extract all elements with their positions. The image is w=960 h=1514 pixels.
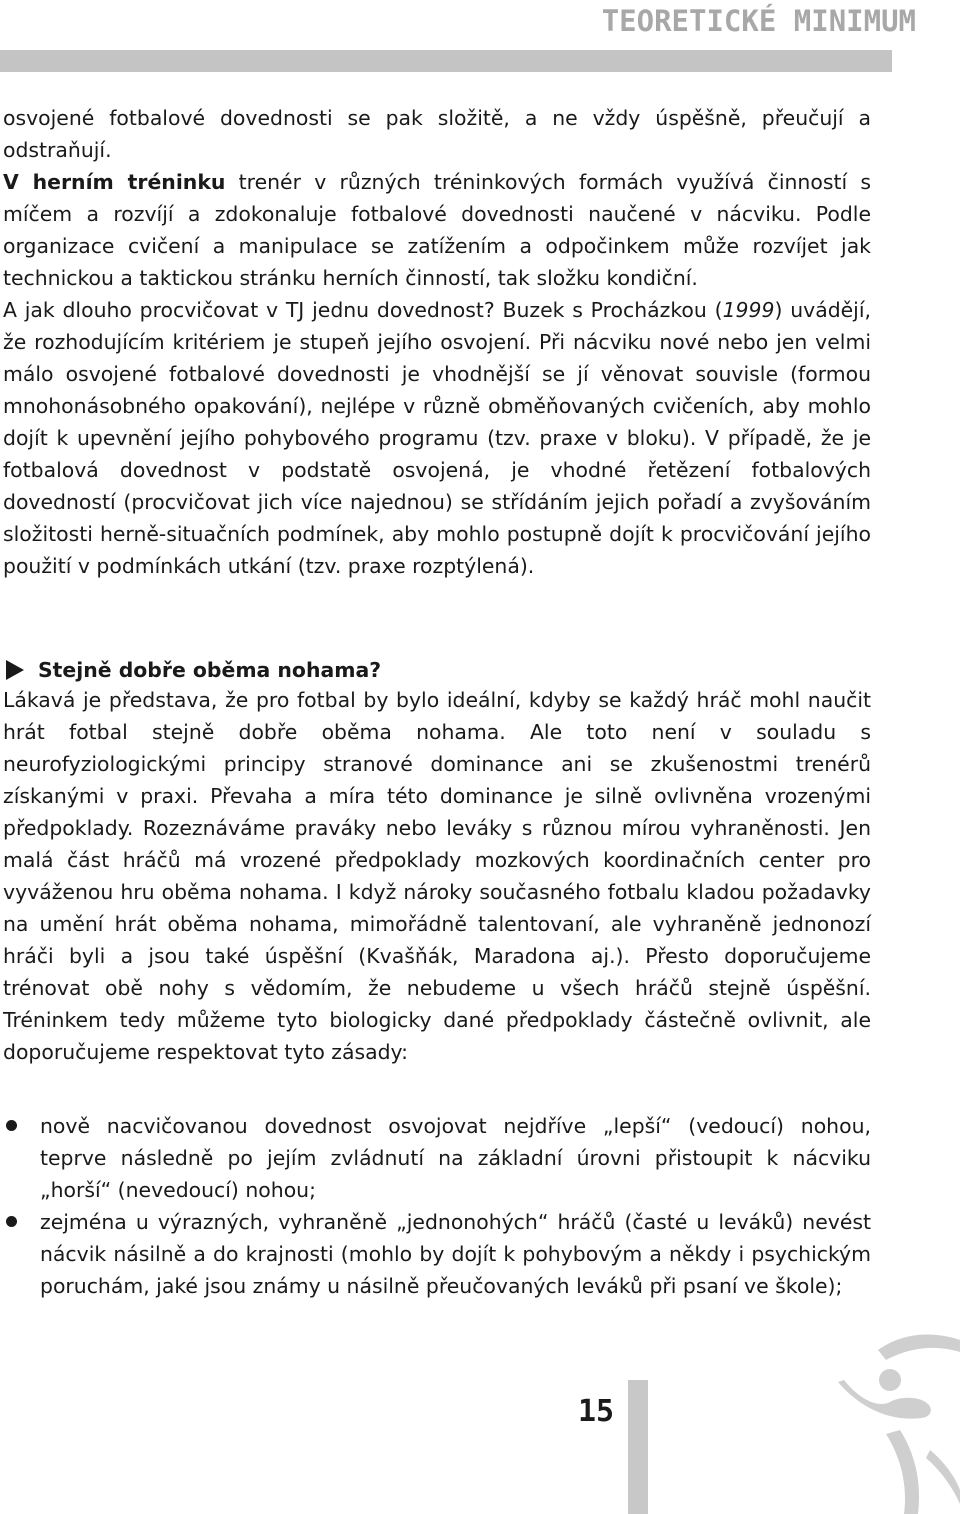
list-item-text: nově nacvičovanou dovednost osvojovat nejdříve „lepší“ (vedoucí) nohou, teprve následně po jejím zvládnutí na základní úrovni přistoupit k nácviku „horší“ (nevedoucí) nohou; bbox=[40, 1114, 871, 1202]
header-rule bbox=[0, 50, 892, 72]
list-item bbox=[3, 1110, 871, 1206]
paragraph-3-text-a: A jak dlouho procvičovat v TJ jednu dovednost? Buzek s Procházkou ( bbox=[3, 298, 723, 322]
section-heading bbox=[6, 654, 381, 686]
bullet-dot-icon bbox=[6, 1216, 17, 1227]
paragraph-2-lead: V herním tréninku bbox=[3, 170, 226, 194]
paragraph-3-text-b: ) uvádějí, že rozhodujícím kritériem je stupeň jejího osvojení. Při nácviku nové nebo jen velmi málo osvojené fotbalové dovednosti je vhodnější se jí věnovat souvisle (formou mnohonásobného opakování), nejlépe v různě obměňovaných cvičeních, aby mohlo dojít k upevnění jejího pohybového programu (tzv. praxe v bloku). V případě, že je fotbalová dovednost v podstatě osvojená, je vhodné řetězení fotbalových dovedností (procvičovat jich více najednou) se střídáním jejich pořadí a zvyšováním složitosti herně-situačních podmínek, aby mohlo postupně dojít k procvičování jejího použití v podmínkách utkání (tzv. praxe rozptýlená). bbox=[3, 298, 871, 578]
principles-list bbox=[3, 1110, 871, 1302]
running-header-title: TEORETICKÉ MINIMUM bbox=[601, 4, 916, 38]
body-text-section bbox=[3, 684, 871, 1068]
paragraph-3 bbox=[3, 294, 871, 582]
page-number: 15 bbox=[577, 1394, 615, 1429]
bullet-dot-icon bbox=[6, 1120, 17, 1131]
page-number-bar bbox=[628, 1380, 648, 1514]
paragraph-2-text: trenér v různých tréninkových formách využívá činností s míčem a rozvíjí a zdokonaluje fotbalové dovednosti naučené v nácviku. Podle organizace cvičení a manipulace se zatížením a odpočinkem může rozvíjet jak technickou a taktickou stránku herních činností, tak složku kondiční. bbox=[3, 170, 871, 290]
paragraph-2 bbox=[3, 166, 871, 294]
citation-year: 1999 bbox=[722, 298, 775, 322]
triangle-right-icon bbox=[6, 660, 24, 680]
list-item bbox=[3, 1206, 871, 1302]
paragraph-4: Lákavá je představa, že pro fotbal by bylo ideální, kdyby se každý hráč mohl naučit hrát fotbal stejně dobře oběma nohama. Ale toto není v souladu s neurofyziologickými principy stranové dominance ani se zkušenostmi trenérů získanými v praxi. Převaha a míra této dominance je silně ovlivněna vrozenými předpoklady. Rozeznáváme praváky nebo leváky s různou mírou vyhraněnosti. Jen malá část hráčů má vrozené předpoklady mozkových koordinačních center pro vyváženou hru oběma nohama. I když nároky současného fotbalu kladou požadavky na umění hrát oběma nohama, mimořádně talentovaní, ale vyhraněně jednonozí hráči byli a jsou také úspěšní (Kvašňák, Maradona aj.). Přesto doporučujeme trénovat obě nohy s vědomím, že nebudeme u všech hráčů stejně úspěšní. Tréninkem tedy můžeme tyto biologicky dané předpoklady částečně ovlivnit, ale doporučujeme respektovat tyto zásady: bbox=[3, 688, 871, 1064]
section-heading-text: Stejně dobře oběma nohama? bbox=[38, 658, 382, 682]
body-text-top bbox=[3, 102, 871, 582]
paragraph-1: osvojené fotbalové dovednosti se pak složitě, a ne vždy úspěšně, přeučují a odstraňují. bbox=[3, 106, 871, 162]
figure-logo-icon bbox=[830, 1330, 960, 1514]
list-item-text: zejména u výrazných, vyhraněně „jednonohých“ hráčů (časté u leváků) nevést nácvik násilně a do krajnosti (mohlo by dojít k pohybovým a někdy i psychickým poruchám, jaké jsou známy u násilně přeučovaných leváků při psaní ve škole); bbox=[40, 1210, 871, 1298]
